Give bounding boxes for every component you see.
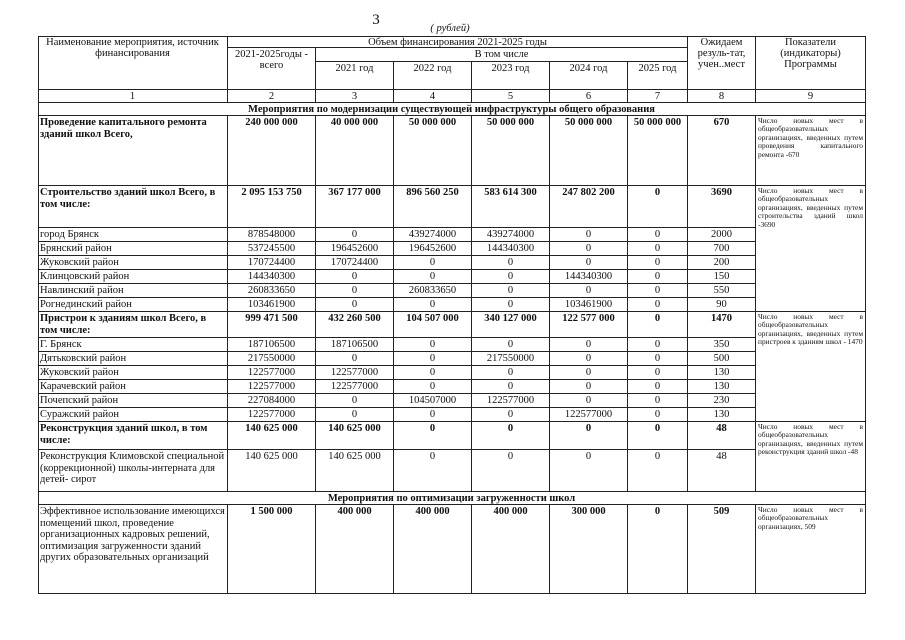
header-number-cell: 4 [394, 90, 472, 103]
header-volume-cell: Объем финансирования 2021-2025 годы [228, 36, 688, 48]
row-value-cell: 439274000 [472, 228, 550, 242]
row-value-cell: 367 177 000 [316, 186, 394, 228]
row-value-cell: 0 [472, 298, 550, 312]
row-value-cell: 896 560 250 [394, 186, 472, 228]
row-value-cell: 144340300 [228, 270, 316, 284]
row-result-cell: 150 [688, 270, 756, 284]
row-value-cell: 196452600 [394, 242, 472, 256]
row-value-cell: 227084000 [228, 394, 316, 408]
row-name-cell: Почепский район [38, 394, 228, 408]
row-value-cell: 0 [628, 242, 688, 256]
row-value-cell: 104507000 [394, 394, 472, 408]
row-name-cell: Проведение капитального ремонта зданий школ Всего, [38, 116, 228, 186]
row-value-cell: 0 [550, 284, 628, 298]
row-value-cell: 583 614 300 [472, 186, 550, 228]
row-result-cell: 670 [688, 116, 756, 186]
row-name-cell: Реконструкция Климовской специальной (коррекционной) школы-интерната для детей- сирот [38, 450, 228, 492]
row-value-cell: 0 [550, 422, 628, 450]
row-value-cell: 0 [628, 186, 688, 228]
header-number-cell: 1 [38, 90, 228, 103]
row-value-cell: 0 [394, 450, 472, 492]
row-value-cell: 0 [316, 408, 394, 422]
row-value-cell: 999 471 500 [228, 312, 316, 338]
row-value-cell: 196452600 [316, 242, 394, 256]
header-number-cell: 8 [688, 90, 756, 103]
row-result-cell: 48 [688, 422, 756, 450]
row-value-cell: 0 [472, 450, 550, 492]
row-value-cell: 122577000 [316, 380, 394, 394]
row-result-cell: 1470 [688, 312, 756, 338]
row-value-cell: 140 625 000 [316, 422, 394, 450]
row-result-cell: 130 [688, 408, 756, 422]
row-value-cell: 432 260 500 [316, 312, 394, 338]
row-name-cell: город Брянск [38, 228, 228, 242]
row-value-cell: 0 [628, 298, 688, 312]
row-value-cell: 217550000 [472, 352, 550, 366]
row-value-cell: 0 [550, 256, 628, 270]
row-value-cell: 187106500 [228, 338, 316, 352]
row-result-cell: 2000 [688, 228, 756, 242]
header-year-cell: 2021 год [316, 62, 394, 90]
row-value-cell: 0 [316, 394, 394, 408]
row-value-cell: 0 [472, 422, 550, 450]
row-value-cell: 0 [316, 298, 394, 312]
row-value-cell: 50 000 000 [628, 116, 688, 186]
row-value-cell: 0 [316, 352, 394, 366]
row-value-cell: 0 [472, 408, 550, 422]
row-value-cell: 0 [550, 394, 628, 408]
header-year-cell: 2025 год [628, 62, 688, 90]
section-title: Мероприятия по оптимизации загруженности школ [38, 492, 866, 505]
row-value-cell: 0 [472, 338, 550, 352]
row-value-cell: 0 [628, 380, 688, 394]
row-value-cell: 0 [394, 270, 472, 284]
row-result-cell: 3690 [688, 186, 756, 228]
header-year-cell: 2023 год [472, 62, 550, 90]
row-value-cell: 400 000 [394, 505, 472, 594]
row-value-cell: 122577000 [228, 380, 316, 394]
row-value-cell: 439274000 [394, 228, 472, 242]
row-result-cell: 130 [688, 380, 756, 394]
row-value-cell: 0 [316, 270, 394, 284]
row-value-cell: 122 577 000 [550, 312, 628, 338]
header-name-cell: Наименование мероприятия, источник финансирования [38, 36, 228, 90]
row-name-cell: Карачевский район [38, 380, 228, 394]
row-value-cell: 300 000 [550, 505, 628, 594]
row-value-cell: 0 [628, 284, 688, 298]
row-value-cell: 0 [628, 338, 688, 352]
header-result-cell: Ожидаем резуль-тат, учен..мест [688, 36, 756, 90]
row-result-cell: 350 [688, 338, 756, 352]
row-value-cell: 0 [550, 380, 628, 394]
row-value-cell: 50 000 000 [550, 116, 628, 186]
row-value-cell: 0 [628, 366, 688, 380]
row-value-cell: 0 [550, 352, 628, 366]
indicator-cell: Число новых мест в общеобразовательных организациях, введенных путем строительства зданий школ -3690 [756, 186, 866, 312]
header-incl-cell: В том числе [316, 48, 688, 62]
row-name-cell: Суражский район [38, 408, 228, 422]
row-value-cell: 140 625 000 [228, 422, 316, 450]
row-name-cell: Рогнединский район [38, 298, 228, 312]
row-value-cell: 122577000 [550, 408, 628, 422]
row-value-cell: 144340300 [472, 242, 550, 256]
header-number-cell: 3 [316, 90, 394, 103]
row-value-cell: 0 [472, 380, 550, 394]
row-value-cell: 170724400 [228, 256, 316, 270]
row-name-cell: Клинцовский район [38, 270, 228, 284]
row-name-cell: Навлинский район [38, 284, 228, 298]
header-indicators-cell: Показатели (индикаторы) Программы [756, 36, 866, 90]
row-value-cell: 0 [550, 366, 628, 380]
row-value-cell: 0 [628, 256, 688, 270]
row-value-cell: 0 [550, 338, 628, 352]
row-value-cell: 50 000 000 [394, 116, 472, 186]
row-value-cell: 0 [472, 366, 550, 380]
row-name-cell: Дятьковский район [38, 352, 228, 366]
row-result-cell: 90 [688, 298, 756, 312]
header-number-cell: 2 [228, 90, 316, 103]
row-value-cell: 0 [316, 284, 394, 298]
row-value-cell: 170724400 [316, 256, 394, 270]
row-name-cell: Жуковский район [38, 366, 228, 380]
header-number-cell: 7 [628, 90, 688, 103]
units-caption: ( рублей) [430, 23, 470, 34]
row-result-cell: 230 [688, 394, 756, 408]
row-value-cell: 0 [628, 352, 688, 366]
indicator-cell: Число новых мест в общеобразовательных организациях, введенных путем пристроев к зданиям школ - 1470 [756, 312, 866, 422]
row-result-cell: 700 [688, 242, 756, 256]
row-name-cell: Г. Брянск [38, 338, 228, 352]
row-value-cell: 0 [628, 394, 688, 408]
header-total-cell: 2021-2025годы - всего [228, 48, 316, 90]
row-result-cell: 550 [688, 284, 756, 298]
row-value-cell: 122577000 [228, 366, 316, 380]
row-value-cell: 340 127 000 [472, 312, 550, 338]
row-value-cell: 247 802 200 [550, 186, 628, 228]
header-number-cell: 5 [472, 90, 550, 103]
row-value-cell: 0 [550, 450, 628, 492]
row-name-cell: Пристрои к зданиям школ Всего, в том числе: [38, 312, 228, 338]
row-value-cell: 0 [628, 228, 688, 242]
row-value-cell: 260833650 [228, 284, 316, 298]
header-year-cell: 2022 год [394, 62, 472, 90]
row-name-cell: Строительство зданий школ Всего, в том числе: [38, 186, 228, 228]
row-name-cell: Брянский район [38, 242, 228, 256]
row-result-cell: 130 [688, 366, 756, 380]
row-value-cell: 0 [628, 408, 688, 422]
row-value-cell: 2 095 153 750 [228, 186, 316, 228]
row-name-cell: Жуковский район [38, 256, 228, 270]
indicator-cell: Число новых мест в общеобразовательных организациях, введенных путем проведения капитального ремонта -670 [756, 116, 866, 186]
row-result-cell: 509 [688, 505, 756, 594]
row-result-cell: 500 [688, 352, 756, 366]
row-value-cell: 0 [472, 256, 550, 270]
row-value-cell: 50 000 000 [472, 116, 550, 186]
row-value-cell: 0 [550, 228, 628, 242]
row-value-cell: 400 000 [472, 505, 550, 594]
row-value-cell: 878548000 [228, 228, 316, 242]
row-value-cell: 0 [628, 270, 688, 284]
row-value-cell: 0 [394, 352, 472, 366]
row-value-cell: 0 [316, 228, 394, 242]
row-value-cell: 0 [550, 242, 628, 256]
row-value-cell: 0 [394, 366, 472, 380]
row-name-cell: Реконструкция зданий школ, в том числе: [38, 422, 228, 450]
row-value-cell: 122577000 [472, 394, 550, 408]
row-value-cell: 0 [394, 422, 472, 450]
row-value-cell: 187106500 [316, 338, 394, 352]
indicator-cell: Число новых мест в общеобразовательных организациях, введенных путем реконструкция зданий школ -48 [756, 422, 866, 492]
row-value-cell: 0 [628, 312, 688, 338]
row-value-cell: 140 625 000 [316, 450, 394, 492]
row-value-cell: 0 [394, 338, 472, 352]
row-value-cell: 0 [628, 505, 688, 594]
row-value-cell: 260833650 [394, 284, 472, 298]
row-value-cell: 104 507 000 [394, 312, 472, 338]
row-value-cell: 217550000 [228, 352, 316, 366]
row-value-cell: 240 000 000 [228, 116, 316, 186]
row-value-cell: 400 000 [316, 505, 394, 594]
row-value-cell: 40 000 000 [316, 116, 394, 186]
row-value-cell: 122577000 [316, 366, 394, 380]
header-year-cell: 2024 год [550, 62, 628, 90]
row-value-cell: 0 [628, 450, 688, 492]
header-number-cell: 9 [756, 90, 866, 103]
row-value-cell: 0 [472, 270, 550, 284]
row-value-cell: 0 [394, 298, 472, 312]
row-value-cell: 103461900 [228, 298, 316, 312]
row-value-cell: 122577000 [228, 408, 316, 422]
row-value-cell: 1 500 000 [228, 505, 316, 594]
row-value-cell: 0 [394, 408, 472, 422]
row-value-cell: 0 [394, 256, 472, 270]
page-number: 3 [372, 12, 380, 28]
row-value-cell: 144340300 [550, 270, 628, 284]
row-value-cell: 0 [394, 380, 472, 394]
indicator-cell: Число новых мест в общеобразовательных организациях, 509 [756, 505, 866, 594]
header-number-cell: 6 [550, 90, 628, 103]
row-result-cell: 200 [688, 256, 756, 270]
row-value-cell: 103461900 [550, 298, 628, 312]
row-value-cell: 140 625 000 [228, 450, 316, 492]
row-name-cell: Эффективное использование имеющихся помещений школ, проведение организационных кадровых решений, оптимизация загруженности зданий других образовательных организаций [38, 505, 228, 594]
row-value-cell: 537245500 [228, 242, 316, 256]
row-result-cell: 48 [688, 450, 756, 492]
section-title: Мероприятия по модернизации существующей инфраструктуры общего образования [38, 103, 866, 116]
row-value-cell: 0 [628, 422, 688, 450]
row-value-cell: 0 [472, 284, 550, 298]
